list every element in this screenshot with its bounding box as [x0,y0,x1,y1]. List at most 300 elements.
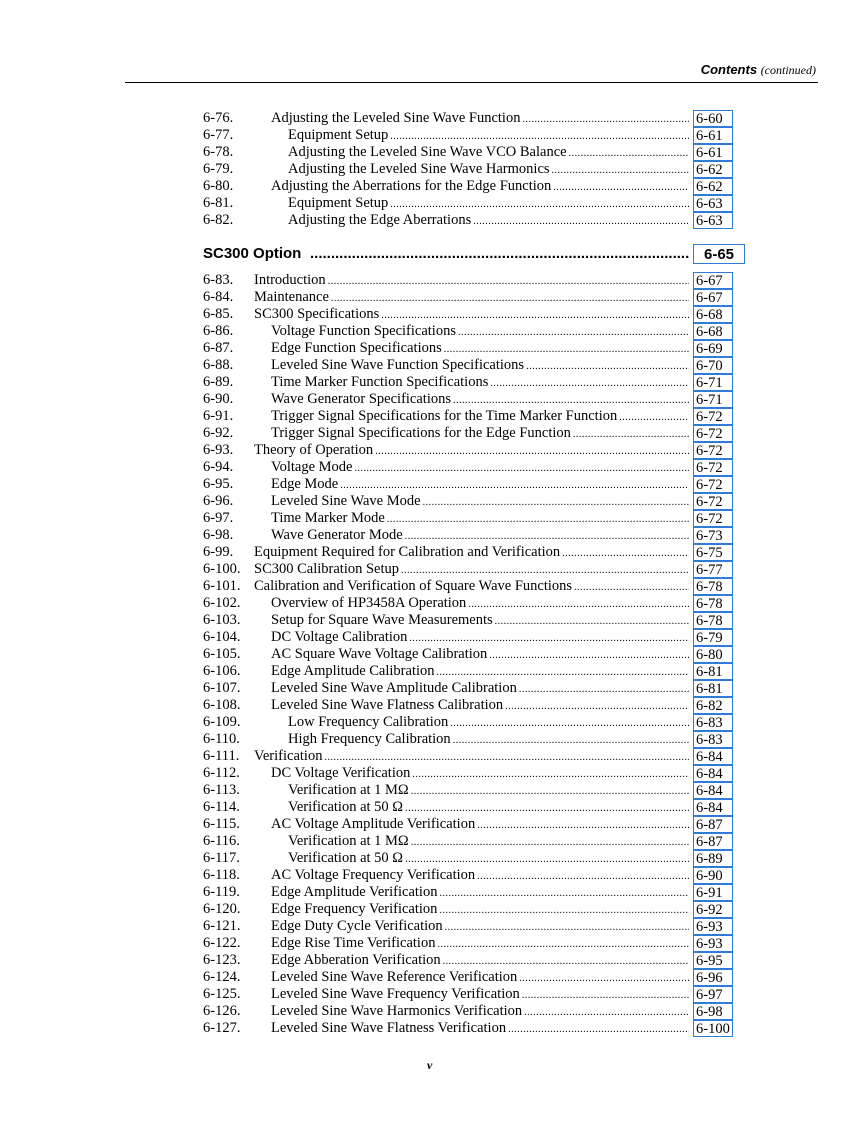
toc-page-link[interactable]: 6-95 [693,952,733,969]
toc-entry[interactable] [203,578,733,595]
toc-entry-title: Adjusting the Leveled Sine Wave VCO Balance [288,144,567,160]
toc-entry-body [288,144,689,162]
toc-entry[interactable] [203,850,733,867]
toc-entry-title: SC300 Calibration Setup [254,561,399,577]
toc-entry-body [288,782,689,800]
toc-entry-title: Adjusting the Edge Aberrations [288,212,472,228]
toc-entry-title: DC Voltage Calibration [271,629,408,645]
toc-leader-dots [450,715,689,732]
toc-entry-number: 6-109. [203,714,241,730]
toc-entry-body [271,510,689,528]
toc-leader-dots [505,698,689,715]
toc-entry-number: 6-106. [203,663,241,679]
toc-entry[interactable] [203,272,733,289]
toc-leader-dots [444,341,689,358]
toc-entry-number: 6-90. [203,391,234,407]
toc-entry-title: AC Square Wave Voltage Calibration [271,646,488,662]
toc-leader-dots [390,196,689,213]
toc-entry-body [254,748,689,766]
toc-leader-dots [453,392,689,409]
toc-entry-body [271,901,689,919]
toc-entry-body [271,1020,689,1038]
toc-entry-title: Verification at 50 Ω [288,799,404,815]
toc-leader-dots [340,477,689,494]
toc-page-link[interactable]: 6-93 [693,918,733,935]
toc-entry[interactable] [203,340,733,357]
toc-entry-title: Leveled Sine Wave Amplitude Calibration [271,680,517,696]
toc-entry[interactable] [203,731,733,748]
toc-entry[interactable] [203,697,733,714]
toc-entry-body [288,850,689,868]
toc-entry[interactable] [203,680,733,697]
toc-leader-dots [439,902,689,919]
toc-entry-body [271,493,689,511]
toc-entry[interactable] [203,391,733,408]
toc-page-link[interactable]: 6-91 [693,884,733,901]
toc-page-link[interactable]: 6-63 [693,195,733,212]
toc-page-link[interactable]: 6-84 [693,748,733,765]
toc-entry[interactable] [203,612,733,629]
toc-leader-dots [381,307,689,324]
toc-entry-body [271,323,689,341]
toc-entry-number: 6-83. [203,272,234,288]
toc-page-link[interactable]: 6-75 [693,544,733,561]
toc-page-link[interactable]: 6-71 [693,374,733,391]
toc-entry-number: 6-77. [203,127,234,143]
toc-entry[interactable] [203,510,733,527]
toc-leader-dots [468,596,689,613]
toc-page-link[interactable]: 6-72 [693,442,733,459]
toc-page-link[interactable]: 6-84 [693,782,733,799]
toc-entry-body [254,561,689,579]
toc-entry-body [271,527,689,545]
toc-entry-number: 6-76. [203,110,234,126]
toc-entry-title: Leveled Sine Wave Harmonics Verification [271,1003,523,1019]
toc-entry-body [288,161,689,179]
toc-entry-title: Adjusting the Leveled Sine Wave Function [271,110,521,126]
toc-entry[interactable] [203,918,733,935]
toc-entry-body [271,867,689,885]
toc-entry[interactable] [203,816,733,833]
toc-page-link[interactable]: 6-78 [693,612,733,629]
toc-entry-body [288,212,689,230]
toc-entry-number: 6-118. [203,867,240,883]
toc-entry-number: 6-80. [203,178,234,194]
toc-entry[interactable] [203,459,733,476]
toc-entry-number: 6-104. [203,629,241,645]
toc-entry-body [288,714,689,732]
toc-page-link[interactable]: 6-61 [693,127,733,144]
toc-page-link[interactable]: 6-83 [693,731,733,748]
toc-entry-title: Verification at 1 MΩ [288,782,409,798]
toc-leader-dots [401,562,689,579]
toc-entry-title: Leveled Sine Wave Frequency Verification [271,986,520,1002]
toc-entry-number: 6-96. [203,493,234,509]
toc-page-link[interactable]: 6-62 [693,161,733,178]
toc-entry[interactable] [203,782,733,799]
toc-leader-dots [473,213,689,230]
section-page-link[interactable]: 6-65 [693,244,745,264]
toc-entry[interactable] [203,1020,733,1037]
toc-page-link[interactable]: 6-80 [693,646,733,663]
toc-entry-number: 6-93. [203,442,234,458]
toc-entry-title: DC Voltage Verification [271,765,411,781]
toc-leader-dots [411,783,689,800]
toc-leader-dots [477,817,689,834]
toc-entry[interactable] [203,161,733,178]
toc-page-link[interactable]: 6-69 [693,340,733,357]
toc-list-after [203,272,733,1037]
toc-entry-body [271,612,689,630]
toc-page-link[interactable]: 6-62 [693,178,733,195]
toc-entry[interactable] [203,127,733,144]
toc-page-link[interactable]: 6-77 [693,561,733,578]
toc-entry[interactable] [203,833,733,850]
toc-leader-dots [355,460,690,477]
toc-entry-number: 6-94. [203,459,234,475]
toc-page-link[interactable]: 6-78 [693,578,733,595]
toc-entry[interactable] [203,408,733,425]
toc-leader-dots [489,647,689,664]
toc-entry-body [288,731,689,749]
toc-entry-body [254,306,689,324]
toc-entry[interactable] [203,986,733,1003]
toc-page-link[interactable]: 6-89 [693,850,733,867]
toc-page-link[interactable]: 6-61 [693,144,733,161]
toc-entry-body [254,289,689,307]
toc-entry-number: 6-125. [203,986,241,1002]
toc-entry-number: 6-103. [203,612,241,628]
toc-leader-dots [387,511,689,528]
toc-page-link[interactable]: 6-84 [693,765,733,782]
toc-entry-body [271,765,689,783]
toc-entry-number: 6-82. [203,212,234,228]
toc-entry-title: Equipment Setup [288,195,389,211]
toc-page-link[interactable]: 6-63 [693,212,733,229]
toc-entry[interactable] [203,884,733,901]
toc-leader-dots [552,162,689,179]
toc-entry-body [288,833,689,851]
toc-entry-body [254,442,689,460]
toc-leader-dots [490,375,689,392]
toc-page-link[interactable]: 6-98 [693,1003,733,1020]
toc-entry[interactable] [203,629,733,646]
toc-entry[interactable] [203,935,733,952]
toc-entry-title: SC300 Specifications [254,306,380,322]
toc-entry-number: 6-115. [203,816,240,832]
toc-entry-body [271,969,689,987]
toc-entry-body [254,272,689,290]
toc-entry-title: Edge Mode [271,476,339,492]
toc-entry-title: Leveled Sine Wave Mode [271,493,421,509]
toc-page-link[interactable]: 6-81 [693,663,733,680]
toc-entry[interactable] [203,595,733,612]
toc-page-link[interactable]: 6-73 [693,527,733,544]
toc-leader-dots [562,545,689,562]
header-title: Contents [700,62,758,77]
toc-entry[interactable] [203,663,733,680]
toc-entry-number: 6-87. [203,340,234,356]
toc-entry-body [271,476,689,494]
toc-entry-number: 6-119. [203,884,240,900]
toc-entry-number: 6-126. [203,1003,241,1019]
toc-entry-title: Equipment Setup [288,127,389,143]
toc-entry-body [271,918,689,936]
toc-page-link[interactable]: 6-71 [693,391,733,408]
toc-entry-number: 6-114. [203,799,240,815]
toc-entry-title: Edge Abberation Verification [271,952,441,968]
toc-entry-title: Low Frequency Calibration [288,714,449,730]
toc-entry-number: 6-100. [203,561,241,577]
toc-entry-title: Wave Generator Mode [271,527,403,543]
section-title: SC300 Option [203,245,302,262]
toc-entry[interactable] [203,144,733,161]
toc-entry-number: 6-120. [203,901,241,917]
toc-entry[interactable] [203,289,733,306]
toc-page-link[interactable]: 6-72 [693,510,733,527]
toc-leader-dots [423,494,689,511]
toc-entry[interactable] [203,544,733,561]
toc-entry-title: Introduction [254,272,326,288]
toc-entry-title: Voltage Function Specifications [271,323,456,339]
toc-page-link[interactable]: 6-90 [693,867,733,884]
toc-entry-title: Edge Frequency Verification [271,901,438,917]
toc-entry-body [288,195,689,213]
toc-entry-number: 6-116. [203,833,240,849]
toc-entry-body [271,816,689,834]
toc-entry-number: 6-92. [203,425,234,441]
toc-entry-body [271,178,689,196]
toc-entry-body [271,110,689,128]
toc-entry-body [271,459,689,477]
toc-leader-dots [328,273,689,290]
toc-entry-title: Time Marker Function Specifications [271,374,489,390]
toc-page-link[interactable]: 6-82 [693,697,733,714]
running-header [701,62,816,78]
toc-leader-dots [519,681,689,698]
toc-page-link[interactable]: 6-100 [693,1020,733,1037]
toc-entry-number: 6-121. [203,918,241,934]
toc-page-link[interactable]: 6-72 [693,459,733,476]
toc-entry-number: 6-99. [203,544,234,560]
toc-entry-body [254,544,689,562]
toc-leader-dots [526,358,689,375]
toc-entry[interactable] [203,110,733,127]
toc-leader-dots [405,851,689,868]
toc-entry-number: 6-117. [203,850,240,866]
toc-entry-number: 6-107. [203,680,241,696]
toc-page-link[interactable]: 6-72 [693,476,733,493]
toc-leader-dots [437,936,689,953]
toc-leader-dots [495,613,689,630]
toc-entry[interactable] [203,952,733,969]
toc-entry-body [288,127,689,145]
toc-entry-body [271,408,689,426]
toc-leader-dots [409,630,689,647]
toc-leader-dots [437,664,689,681]
toc-entry[interactable] [203,561,733,578]
toc-leader-dots [522,987,689,1004]
toc-entry-title: Edge Rise Time Verification [271,935,436,951]
toc-entry[interactable] [203,476,733,493]
toc-leader-dots [331,290,689,307]
toc-page-link[interactable]: 6-84 [693,799,733,816]
toc-page-link[interactable]: 6-70 [693,357,733,374]
toc-entry-number: 6-123. [203,952,241,968]
toc-entry[interactable] [203,799,733,816]
toc-entry-title: Overview of HP3458A Operation [271,595,467,611]
toc-entry[interactable] [203,867,733,884]
toc-leader-dots [573,426,689,443]
toc-page-link[interactable]: 6-87 [693,816,733,833]
toc-entry-body [271,425,689,443]
toc-entry[interactable] [203,374,733,391]
toc-page-link[interactable]: 6-72 [693,425,733,442]
toc-page-link[interactable]: 6-68 [693,306,733,323]
toc-entry[interactable] [203,425,733,442]
toc-page-link[interactable]: 6-72 [693,493,733,510]
page-number: v [427,1058,433,1072]
toc-leader-dots [375,443,689,460]
toc-leader-dots [390,128,689,145]
toc-entry-number: 6-79. [203,161,234,177]
toc-entry-title: Theory of Operation [254,442,374,458]
toc-entry-number: 6-101. [203,578,241,594]
toc-leader-dots [405,800,689,817]
toc-entry-title: Setup for Square Wave Measurements [271,612,493,628]
toc-entry[interactable] [203,323,733,340]
toc-entry-title: High Frequency Calibration [288,731,451,747]
toc-entry-number: 6-124. [203,969,241,985]
toc-page-link[interactable]: 6-78 [693,595,733,612]
toc-entry[interactable] [203,527,733,544]
toc-entry-body [271,391,689,409]
toc-leader-dots [524,1004,689,1021]
toc-entry-title: Leveled Sine Wave Reference Verification [271,969,518,985]
toc-entry[interactable] [203,357,733,374]
toc-entry-number: 6-85. [203,306,234,322]
toc-entry-body [271,884,689,902]
toc-entry-body [271,357,689,375]
toc-page-link[interactable]: 6-67 [693,272,733,289]
toc-entry-title: Verification at 1 MΩ [288,833,409,849]
toc-leader-dots [553,179,689,196]
toc-entry-body [271,374,689,392]
toc-entry-body [271,595,689,613]
toc-entry-number: 6-112. [203,765,240,781]
toc-entry-body [271,646,689,664]
toc-leader-dots [569,145,689,162]
toc-entry-number: 6-102. [203,595,241,611]
toc-leader-dots [458,324,689,341]
toc-entry[interactable] [203,901,733,918]
toc-leader-dots [508,1021,689,1038]
toc-entry-number: 6-89. [203,374,234,390]
toc-leader-dots [412,766,689,783]
toc-entry[interactable] [203,442,733,459]
toc-entry-title: Equipment Required for Calibration and Verification [254,544,561,560]
toc-entry[interactable] [203,306,733,323]
section-heading [203,244,745,264]
toc-page-link[interactable]: 6-79 [693,629,733,646]
toc-leader-dots [477,868,689,885]
toc-page-link[interactable]: 6-83 [693,714,733,731]
toc-entry-title: Maintenance [254,289,329,305]
toc-leader-dots [619,409,689,426]
toc-page-link[interactable]: 6-92 [693,901,733,918]
toc-page-link[interactable]: 6-60 [693,110,733,127]
toc-entry-number: 6-84. [203,289,234,305]
toc-entry-number: 6-97. [203,510,234,526]
toc-entry-title: Wave Generator Specifications [271,391,452,407]
toc-entry-body [271,340,689,358]
toc-entry-title: Voltage Mode [271,459,353,475]
toc-entry-title: Leveled Sine Wave Flatness Verification [271,1020,507,1036]
toc-entry-title: Trigger Signal Specifications for the Time Marker Function [271,408,618,424]
toc-page-link[interactable]: 6-67 [693,289,733,306]
toc-leader-dots [453,732,689,749]
toc-entry-body [271,629,689,647]
toc-leader-dots [405,528,689,545]
toc-leader-dots [324,749,689,766]
toc-entry-body [271,663,689,681]
toc-entry-body [271,986,689,1004]
toc-page-link[interactable]: 6-97 [693,986,733,1003]
toc-entry[interactable] [203,1003,733,1020]
toc-entry-number: 6-105. [203,646,241,662]
toc-entry[interactable] [203,765,733,782]
toc-leader-dots [519,970,689,987]
toc-entry[interactable] [203,748,733,765]
toc-leader-dots [443,953,689,970]
toc-leader-dots [574,579,689,596]
toc-entry-title: Verification [254,748,323,764]
toc-page-link[interactable]: 6-81 [693,680,733,697]
toc-page-link[interactable]: 6-68 [693,323,733,340]
toc-leader-dots [439,885,689,902]
toc-entry-number: 6-86. [203,323,234,339]
toc-entry-number: 6-127. [203,1020,241,1036]
header-subtitle: (continued) [760,63,816,77]
toc-entry-title: Leveled Sine Wave Function Specifications [271,357,525,373]
toc-entry-title: Trigger Signal Specifications for the Edge Function [271,425,571,441]
header-rule [125,82,818,83]
toc-entry[interactable] [203,212,733,229]
toc-entry-title: Leveled Sine Wave Flatness Calibration [271,697,504,713]
toc-page-link[interactable]: 6-87 [693,833,733,850]
toc-entry[interactable] [203,195,733,212]
toc-page-link[interactable]: 6-93 [693,935,733,952]
toc-entry-title: Edge Amplitude Verification [271,884,438,900]
toc-entry-title: Calibration and Verification of Square Wave Functions [254,578,573,594]
toc-entry[interactable] [203,969,733,986]
toc-page-link[interactable]: 6-72 [693,408,733,425]
toc-entry-number: 6-111. [203,748,240,764]
toc-entry[interactable] [203,714,733,731]
toc-entry-title: Adjusting the Aberrations for the Edge Function [271,178,552,194]
toc-list-before [203,110,733,229]
toc-entry[interactable] [203,493,733,510]
toc-entry-title: AC Voltage Frequency Verification [271,867,476,883]
toc-entry-title: Edge Duty Cycle Verification [271,918,443,934]
toc-entry[interactable] [203,178,733,195]
toc-entry-number: 6-78. [203,144,234,160]
toc-entry-number: 6-88. [203,357,234,373]
toc-leader-dots [445,919,689,936]
toc-entry-title: Edge Function Specifications [271,340,442,356]
toc-page-link[interactable]: 6-96 [693,969,733,986]
toc-entry[interactable] [203,646,733,663]
